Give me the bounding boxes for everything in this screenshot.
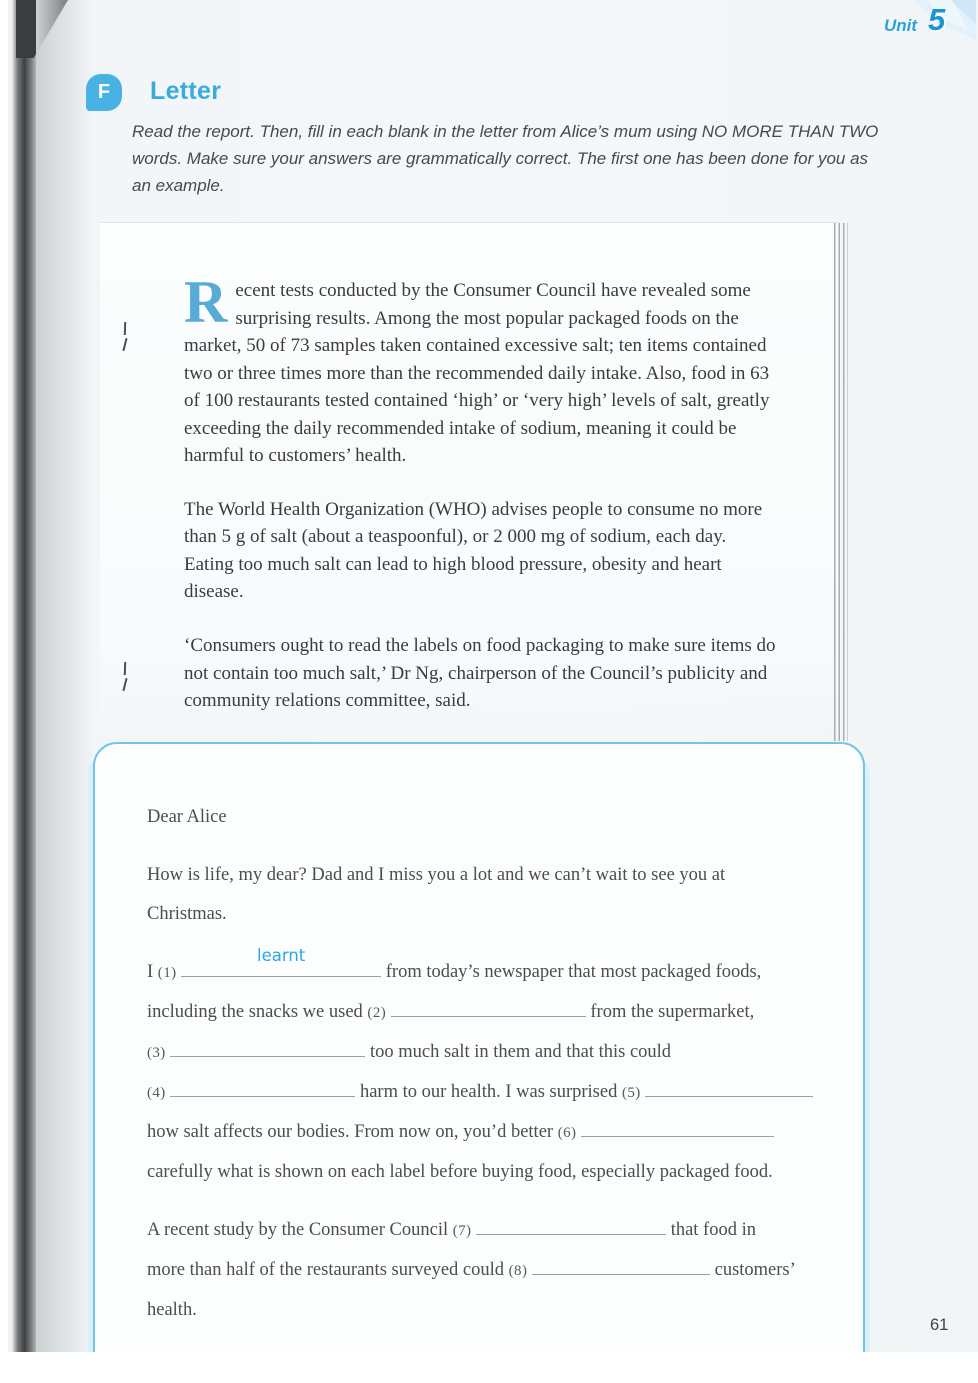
blank-2 (391, 997, 586, 1017)
blank-6 (581, 1117, 774, 1137)
section-f-badge: F (86, 74, 122, 111)
line3-text-post: too much salt in them and that this could (365, 1042, 672, 1062)
report-card (100, 222, 840, 741)
unit-number: 5 (928, 2, 946, 37)
report-paragraph-3: ‘Consumers ought to read the labels on food packaging to make sure items do not contain too much salt,’ Dr Ng, chairperson of the Council’s publicity and community relations committee, said. (184, 635, 776, 712)
report-body (100, 223, 840, 715)
letter-line-8 (147, 1251, 853, 1291)
unit-tag (872, 0, 976, 54)
letter-line-6: carefully what is shown on each label before buying food, especially packaged food. (147, 1162, 773, 1182)
line7-text: A recent study by the Consumer Council (147, 1220, 453, 1240)
report-paragraph-1-text: ecent tests conducted by the Consumer Council have revealed some surprising results. Among the most popular packaged foods on the market, 50 of 73 samples taken contained excessive salt; ten items contained two or three times more than the recommended daily intake. Also, food in 63 of 100 restaurants tested contained ‘high’ or ‘very high’ levels of salt, greatly exceeding the daily recommended intake of sodium, meaning it could be harmful to customers’ health. (184, 280, 770, 467)
answer-learnt: learnt (256, 946, 306, 965)
letter-salutation: Dear Alice (147, 807, 227, 827)
blank-number-1: (1) (157, 965, 177, 981)
line8-text: more than half of the restaurants surveyed could (147, 1260, 509, 1280)
paper-stack-edge (834, 223, 848, 741)
exercise-instructions: Read the report. Then, fill in each blank in the letter from Alice’s mum using NO MORE THAN TWO words. Make sure your answers are grammatically correct. The first one has been done for you as an example. (132, 122, 879, 196)
blank-number-3: (3) (147, 1045, 166, 1061)
letter-line-5 (147, 1113, 853, 1153)
line1-text-post: from today’s newspaper that most packaged foods, (381, 962, 762, 982)
book-binding-shadow (12, 0, 38, 1352)
unit-label: Unit (884, 16, 918, 35)
letter-line-7 (147, 1211, 853, 1251)
report-paragraph-1 (184, 269, 780, 470)
section-title: Letter (150, 77, 222, 105)
letter-line-9: health. (147, 1300, 197, 1320)
letter-body (95, 744, 863, 1330)
letter-line-4 (147, 1073, 853, 1113)
blank-7 (476, 1215, 666, 1235)
page-number: 61 (930, 1316, 949, 1334)
blank-number-7: (7) (452, 1223, 472, 1239)
blank-number-2: (2) (367, 1005, 387, 1021)
line2-text: including the snacks we used (147, 1002, 368, 1022)
scan-tick-marks-upper (120, 322, 132, 352)
letter-line-3 (147, 1033, 853, 1073)
blank-8 (532, 1255, 710, 1275)
blank-number-6: (6) (557, 1125, 577, 1141)
letter-paragraph-line: How is life, my dear? Dad and I miss you a lot and we can’t wait to see you at (147, 865, 726, 885)
line1-text: I (147, 962, 158, 982)
line5-text: how salt affects our bodies. From now on, you’d better (147, 1122, 558, 1142)
section-header (86, 74, 221, 111)
letter-paragraph-line: Christmas. (147, 904, 227, 924)
blank-3 (170, 1037, 365, 1057)
drop-cap: R (184, 269, 228, 335)
blank-4 (170, 1077, 355, 1097)
line2-text-post: from the supermarket, (585, 1002, 755, 1022)
letter-card (93, 742, 865, 1352)
blank-5 (645, 1077, 813, 1097)
blank-number-8: (8) (508, 1263, 528, 1279)
line7-text-post: that food in (666, 1220, 756, 1240)
report-paragraph-2: The World Health Organization (WHO) advises people to consume no more than 5 g of salt (about a teaspoonful), or 2 000 mg of sodium, each day. Eating too much salt can lead to high blood pressure, obesity and heart disease. (184, 498, 763, 603)
blank-number-5: (5) (621, 1085, 641, 1101)
blank-1 (181, 946, 381, 977)
letter-line-2 (147, 993, 853, 1033)
letter-line-1 (147, 946, 853, 993)
page-curve-gradient (36, 0, 94, 1352)
blank-number-4: (4) (147, 1085, 166, 1101)
line8-text-post: customers’ (709, 1260, 796, 1280)
scan-tick-marks-lower (120, 662, 132, 692)
line4-text: harm to our health. I was surprised (355, 1082, 622, 1102)
textbook-page (8, 0, 978, 1352)
